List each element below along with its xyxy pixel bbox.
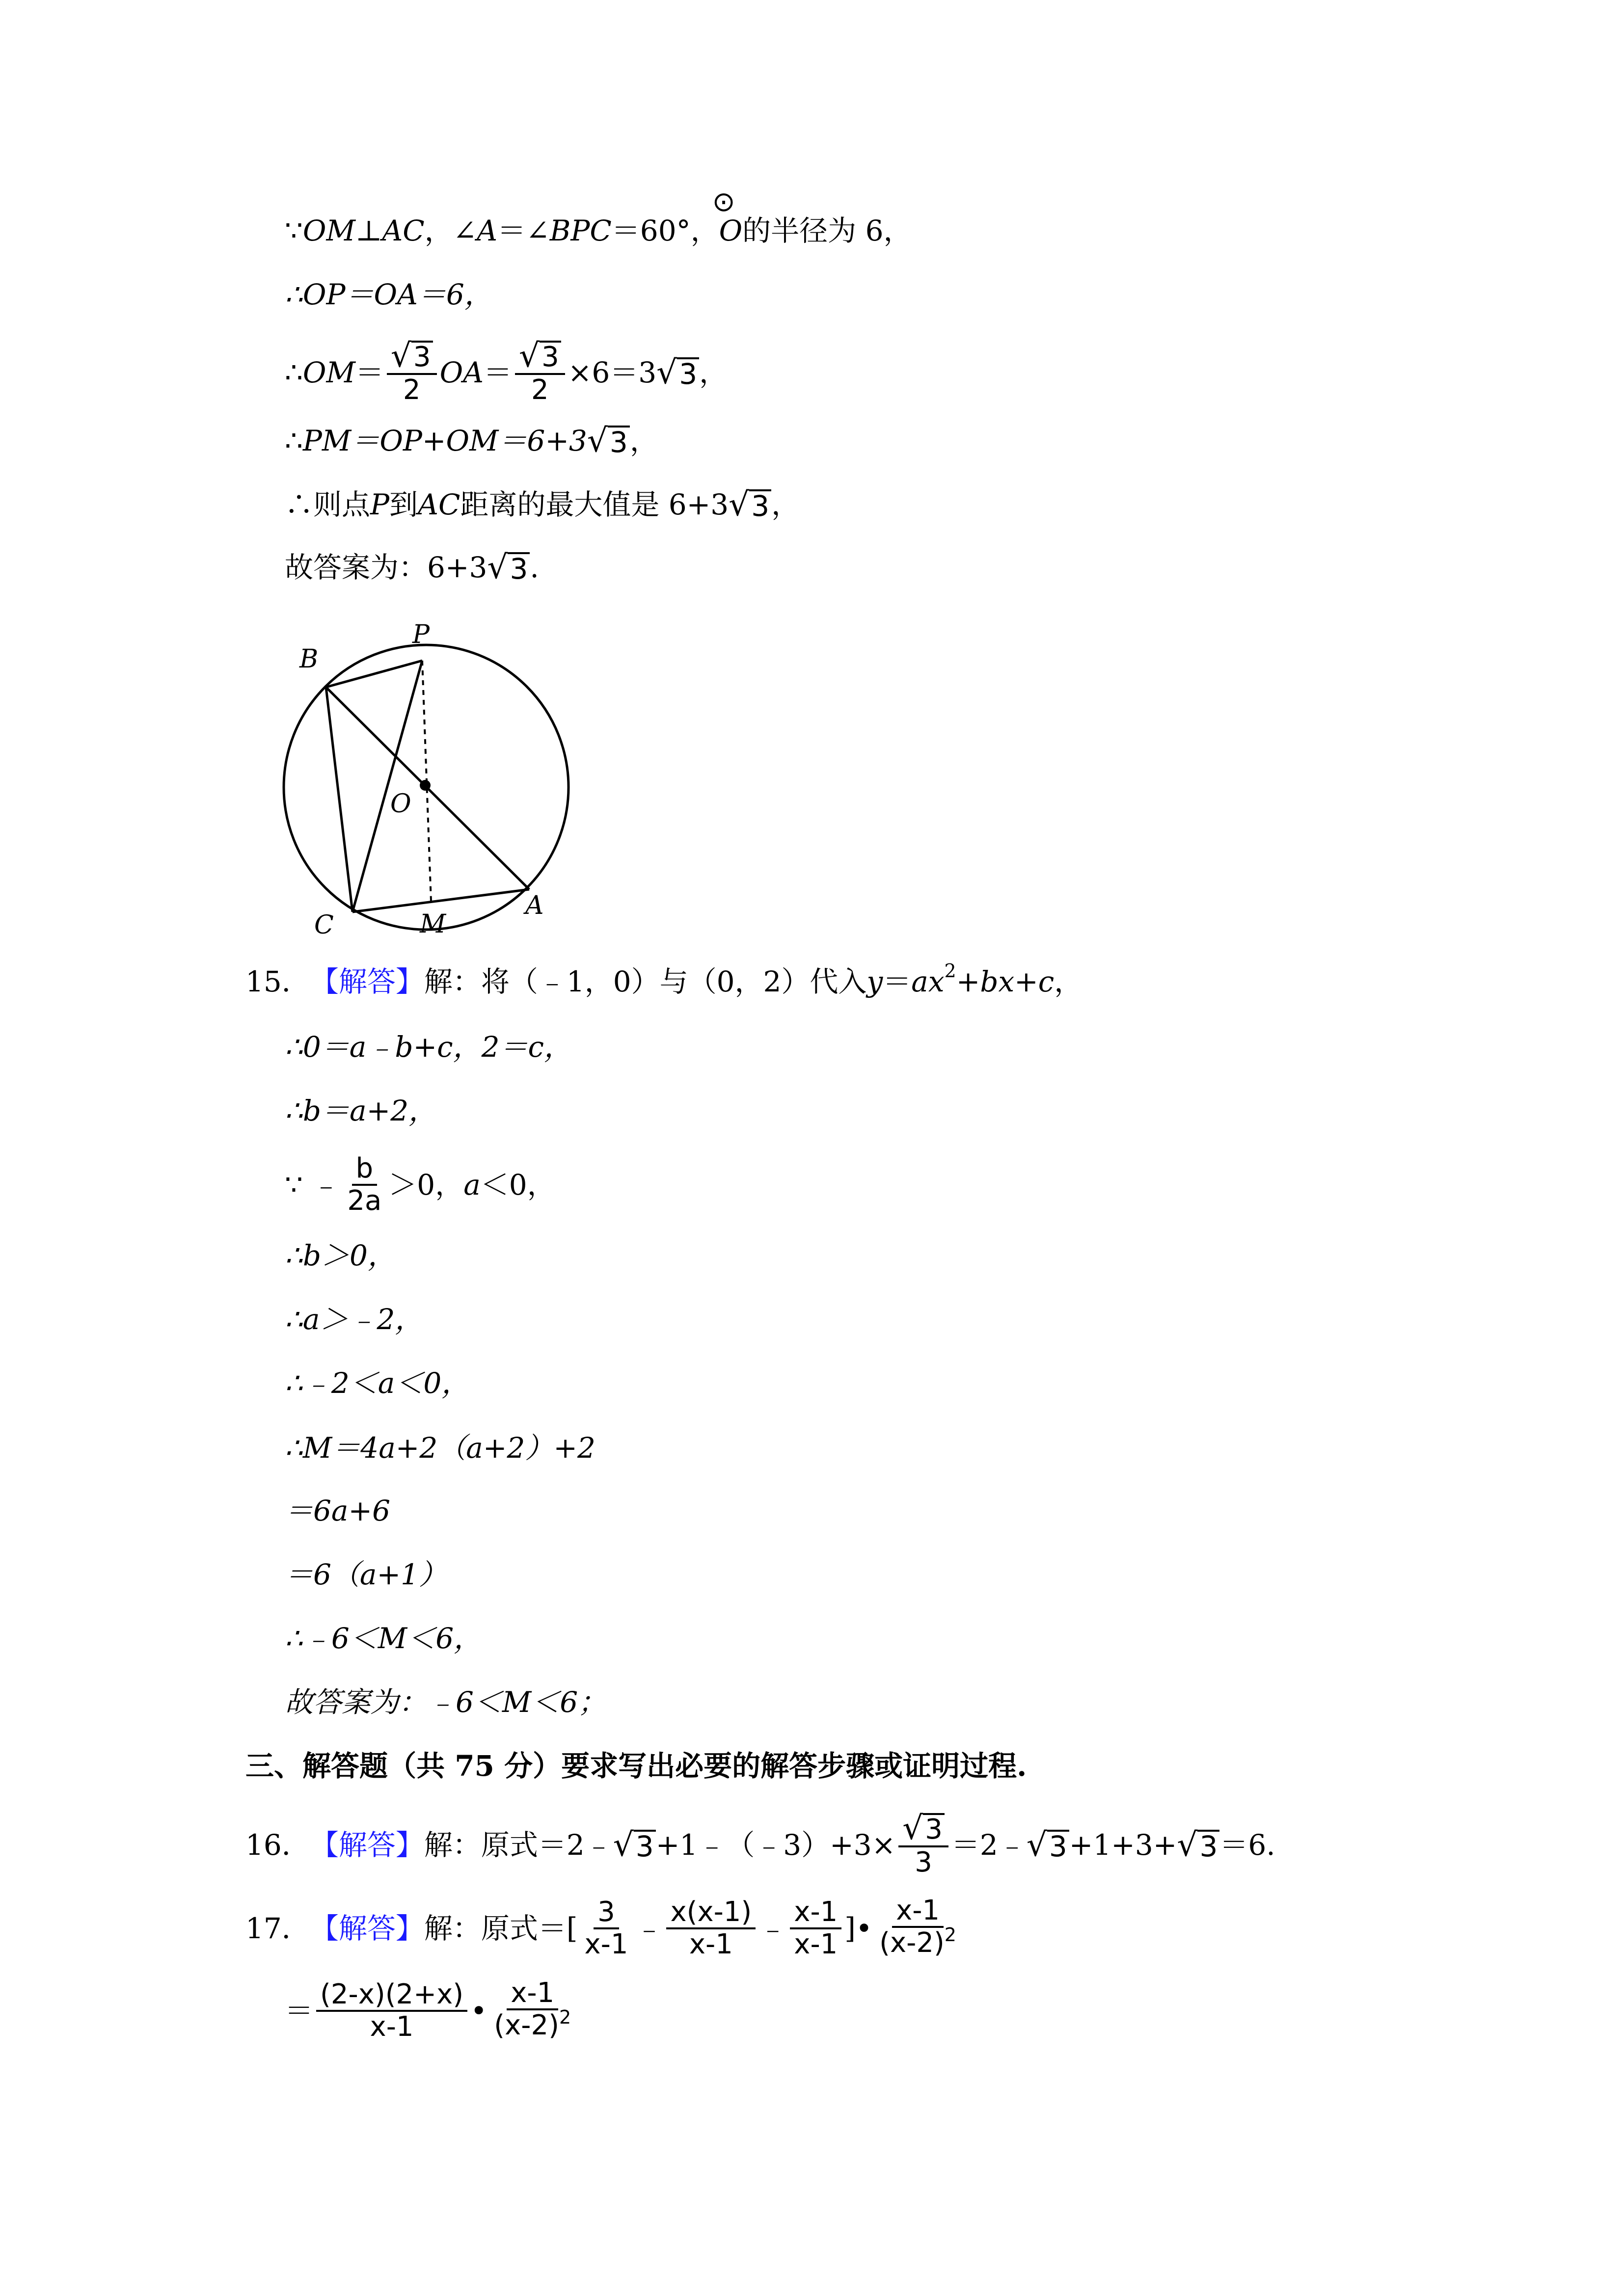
q15-line-1 — [285, 1028, 572, 1066]
equals: ＝ — [484, 356, 513, 389]
label-m: M — [420, 909, 446, 937]
fraction-4 — [875, 1896, 960, 1961]
line-text: ∴则点 — [285, 488, 371, 521]
label-a: A — [525, 891, 544, 920]
line-text: ∴﹣2＜a＜0， — [285, 1366, 470, 1400]
question-number: 16． — [245, 1828, 310, 1862]
sqrt-3: √ 3 — [729, 488, 771, 521]
angle-value: ＝60°， — [611, 214, 719, 247]
line-text: ∴b＞0， — [285, 1239, 396, 1272]
answer-tag: 【解答】 — [310, 965, 424, 998]
line-text: ∴M＝4a+2（a+2）+2 — [285, 1431, 595, 1465]
fraction-sqrt3-over-2-b: √ 3 2 — [515, 340, 565, 405]
line-text: ＝6. — [1219, 1828, 1275, 1862]
text-ac: AC — [418, 488, 460, 521]
text-om: OM — [302, 214, 355, 247]
period: . — [530, 551, 539, 584]
sqrt-3: √ 3 — [587, 425, 630, 457]
numerator: (2-x)(2+x) — [316, 1979, 467, 2012]
line-text: ∴﹣6＜M＜6， — [285, 1622, 483, 1655]
q15-line-8 — [285, 1492, 390, 1529]
var-a: a — [463, 1168, 481, 1201]
therefore-symbol: ∴ — [285, 356, 303, 389]
denominator-base: (x-2) — [494, 2009, 559, 2041]
denominator: x-1 — [370, 2010, 414, 2043]
angle-text-2: ＝∠ — [497, 214, 550, 247]
label-b: B — [299, 644, 319, 674]
numerator: x-1 — [892, 1896, 944, 1928]
q15-line-2 — [285, 1092, 437, 1129]
numerator: x-1 — [507, 1978, 558, 2010]
radius-text: 的半径为 6， — [742, 214, 912, 247]
answer-tag: 【解答】 — [310, 1911, 424, 1945]
numerator: x(x-1) — [666, 1897, 756, 1929]
exponent: 2 — [559, 2006, 571, 2028]
line-text: 解：原式＝2﹣ — [424, 1828, 613, 1862]
sqrt-arg: 3 — [540, 341, 561, 372]
odot-icon: ⊙ — [712, 186, 735, 218]
angle-text: ，∠ — [424, 214, 477, 247]
exponent: 2 — [944, 960, 956, 982]
sqrt-arg: 3 — [1047, 1830, 1069, 1861]
sqrt-arg: 3 — [634, 1830, 656, 1861]
q17-line-1 — [245, 1896, 963, 1961]
q15-answer — [285, 1683, 606, 1721]
q14-line-5 — [285, 486, 800, 523]
numerator: b — [352, 1153, 378, 1186]
denominator: x-1 — [689, 1928, 733, 1960]
line-text: 到 — [389, 488, 418, 521]
segment-bc — [326, 687, 352, 912]
fraction-sqrt3-over-2: √ 3 2 — [387, 340, 437, 405]
q14-line-3 — [285, 337, 728, 406]
perp-symbol: ⊥ — [355, 214, 382, 247]
q14-answer — [285, 549, 539, 586]
var-y: y — [866, 965, 883, 998]
exponent: 2 — [944, 1924, 956, 1946]
text-ac: AC — [382, 214, 425, 247]
minus: ﹣ — [635, 1911, 664, 1945]
sqrt-3: √ 3 — [613, 1829, 656, 1861]
label-o: O — [390, 789, 411, 819]
text-oa: OA — [439, 356, 484, 389]
denominator — [875, 1924, 960, 1961]
denominator: 2 — [531, 374, 549, 406]
sqrt-3: √ 3 — [656, 356, 699, 389]
fraction-5 — [316, 1979, 467, 2042]
q15-line-4 — [285, 1237, 396, 1274]
sqrt-arg: 3 — [677, 357, 699, 389]
line-text: 距离的最大值是 6+3 — [460, 488, 729, 521]
minus: ﹣ — [758, 1911, 787, 1945]
sqrt-3: √ 3 — [1177, 1829, 1219, 1861]
text-o: O — [719, 214, 743, 247]
segment-pc — [352, 661, 422, 912]
comma: ， — [1054, 965, 1083, 998]
q15-line-9 — [285, 1556, 447, 1593]
line-text: +1+3+ — [1069, 1828, 1177, 1862]
answer-tag: 【解答】 — [310, 1828, 424, 1862]
question-number: 17． — [245, 1911, 310, 1945]
sqrt-arg: 3 — [508, 552, 530, 584]
equals: ＝ — [883, 965, 912, 998]
fraction-2 — [666, 1897, 756, 1960]
sqrt-arg: 3 — [411, 341, 433, 372]
denominator: x-1 — [794, 1928, 838, 1960]
denominator: 2 — [403, 374, 421, 406]
q17-line-2 — [285, 1978, 578, 2043]
line-text: ∴0＝a﹣b+c，2＝c， — [285, 1030, 572, 1064]
line-text: ＞0， — [388, 1168, 464, 1201]
line-text: ∴OP＝OA＝6， — [285, 278, 493, 311]
numerator: 3 — [594, 1897, 619, 1929]
denominator-base: (x-2) — [879, 1927, 945, 1959]
answer-text: 故答案为：6+3 — [285, 551, 487, 584]
because-symbol: ∵ — [285, 214, 303, 247]
therefore-symbol: ∴ — [285, 424, 303, 457]
sqrt-arg: 3 — [749, 489, 771, 521]
equals: ＝ — [285, 1994, 314, 2028]
q14-line-1 — [285, 186, 912, 249]
label-c: C — [314, 910, 334, 937]
equals: ＝ — [355, 356, 384, 389]
denominator: x-1 — [584, 1928, 628, 1960]
fraction-1 — [580, 1897, 632, 1960]
bracket-dot: ]• — [844, 1911, 873, 1945]
fraction-sqrt3-over-3: √ 3 3 — [898, 1812, 948, 1878]
line-text: ＝6（a+1） — [285, 1558, 447, 1591]
line-text: 解：原式＝[ — [424, 1911, 578, 1945]
line-text: ＝6a+6 — [285, 1494, 390, 1527]
sqrt-arg: 3 — [1197, 1830, 1219, 1861]
center-point — [420, 780, 431, 791]
line-text: ∴b＝a+2， — [285, 1094, 437, 1127]
line-text: PM＝OP+OM＝6+3 — [302, 424, 587, 457]
q15-line-10 — [285, 1620, 482, 1657]
q14-line-2 — [285, 276, 493, 313]
fraction-6 — [490, 1978, 575, 2043]
fraction-3 — [790, 1897, 841, 1960]
q15-line-7 — [285, 1429, 595, 1467]
q15-line-6 — [285, 1364, 470, 1402]
text-a: A — [477, 214, 498, 247]
q16-line — [245, 1809, 1275, 1878]
question-number: 15． — [245, 965, 310, 998]
label-p: P — [412, 620, 430, 649]
denominator — [490, 2006, 575, 2043]
comma: ， — [699, 356, 728, 389]
q15-header — [245, 960, 1083, 1000]
because-symbol: ∵ ﹣ — [285, 1168, 341, 1201]
q15-line-3 — [285, 1153, 556, 1216]
q14-line-4 — [285, 422, 658, 459]
text-om: OM — [302, 356, 355, 389]
fraction-b-over-2a — [343, 1153, 385, 1216]
comma: ， — [771, 488, 800, 521]
term-rest: +bx+c — [956, 965, 1055, 998]
line-text: ∴a＞﹣2， — [285, 1303, 424, 1336]
line-text: +1﹣（﹣3）+3× — [655, 1828, 896, 1862]
denominator: 2a — [347, 1185, 382, 1217]
sqrt-3: √ 3 — [487, 551, 530, 584]
line-text: ＝2﹣ — [951, 1828, 1027, 1862]
text-p: P — [370, 488, 390, 521]
circle-figure — [265, 594, 579, 937]
text-bpc: BPC — [549, 214, 612, 247]
times-text: ×6＝3 — [568, 356, 657, 389]
line-text: 解：将（﹣1，0）与（0，2）代入 — [424, 965, 867, 998]
answer-text: 故答案为：﹣6＜M＜6； — [285, 1685, 607, 1719]
sqrt-arg: 3 — [923, 1813, 945, 1844]
sqrt-3: √ 3 — [1027, 1829, 1069, 1861]
comma: ， — [629, 424, 658, 457]
dot: • — [470, 1994, 487, 2028]
numerator: x-1 — [790, 1897, 841, 1929]
line-text: ＜0， — [480, 1168, 556, 1201]
heading-text: 三、解答题（共 75 分）要求写出必要的解答步骤或证明过程. — [245, 1749, 1027, 1783]
term-ax: ax — [911, 965, 945, 998]
q15-line-5 — [285, 1301, 423, 1338]
circle-o-symbol — [712, 186, 743, 249]
section-heading — [245, 1747, 1027, 1785]
sqrt-arg: 3 — [608, 426, 630, 457]
denominator: 3 — [915, 1846, 932, 1878]
